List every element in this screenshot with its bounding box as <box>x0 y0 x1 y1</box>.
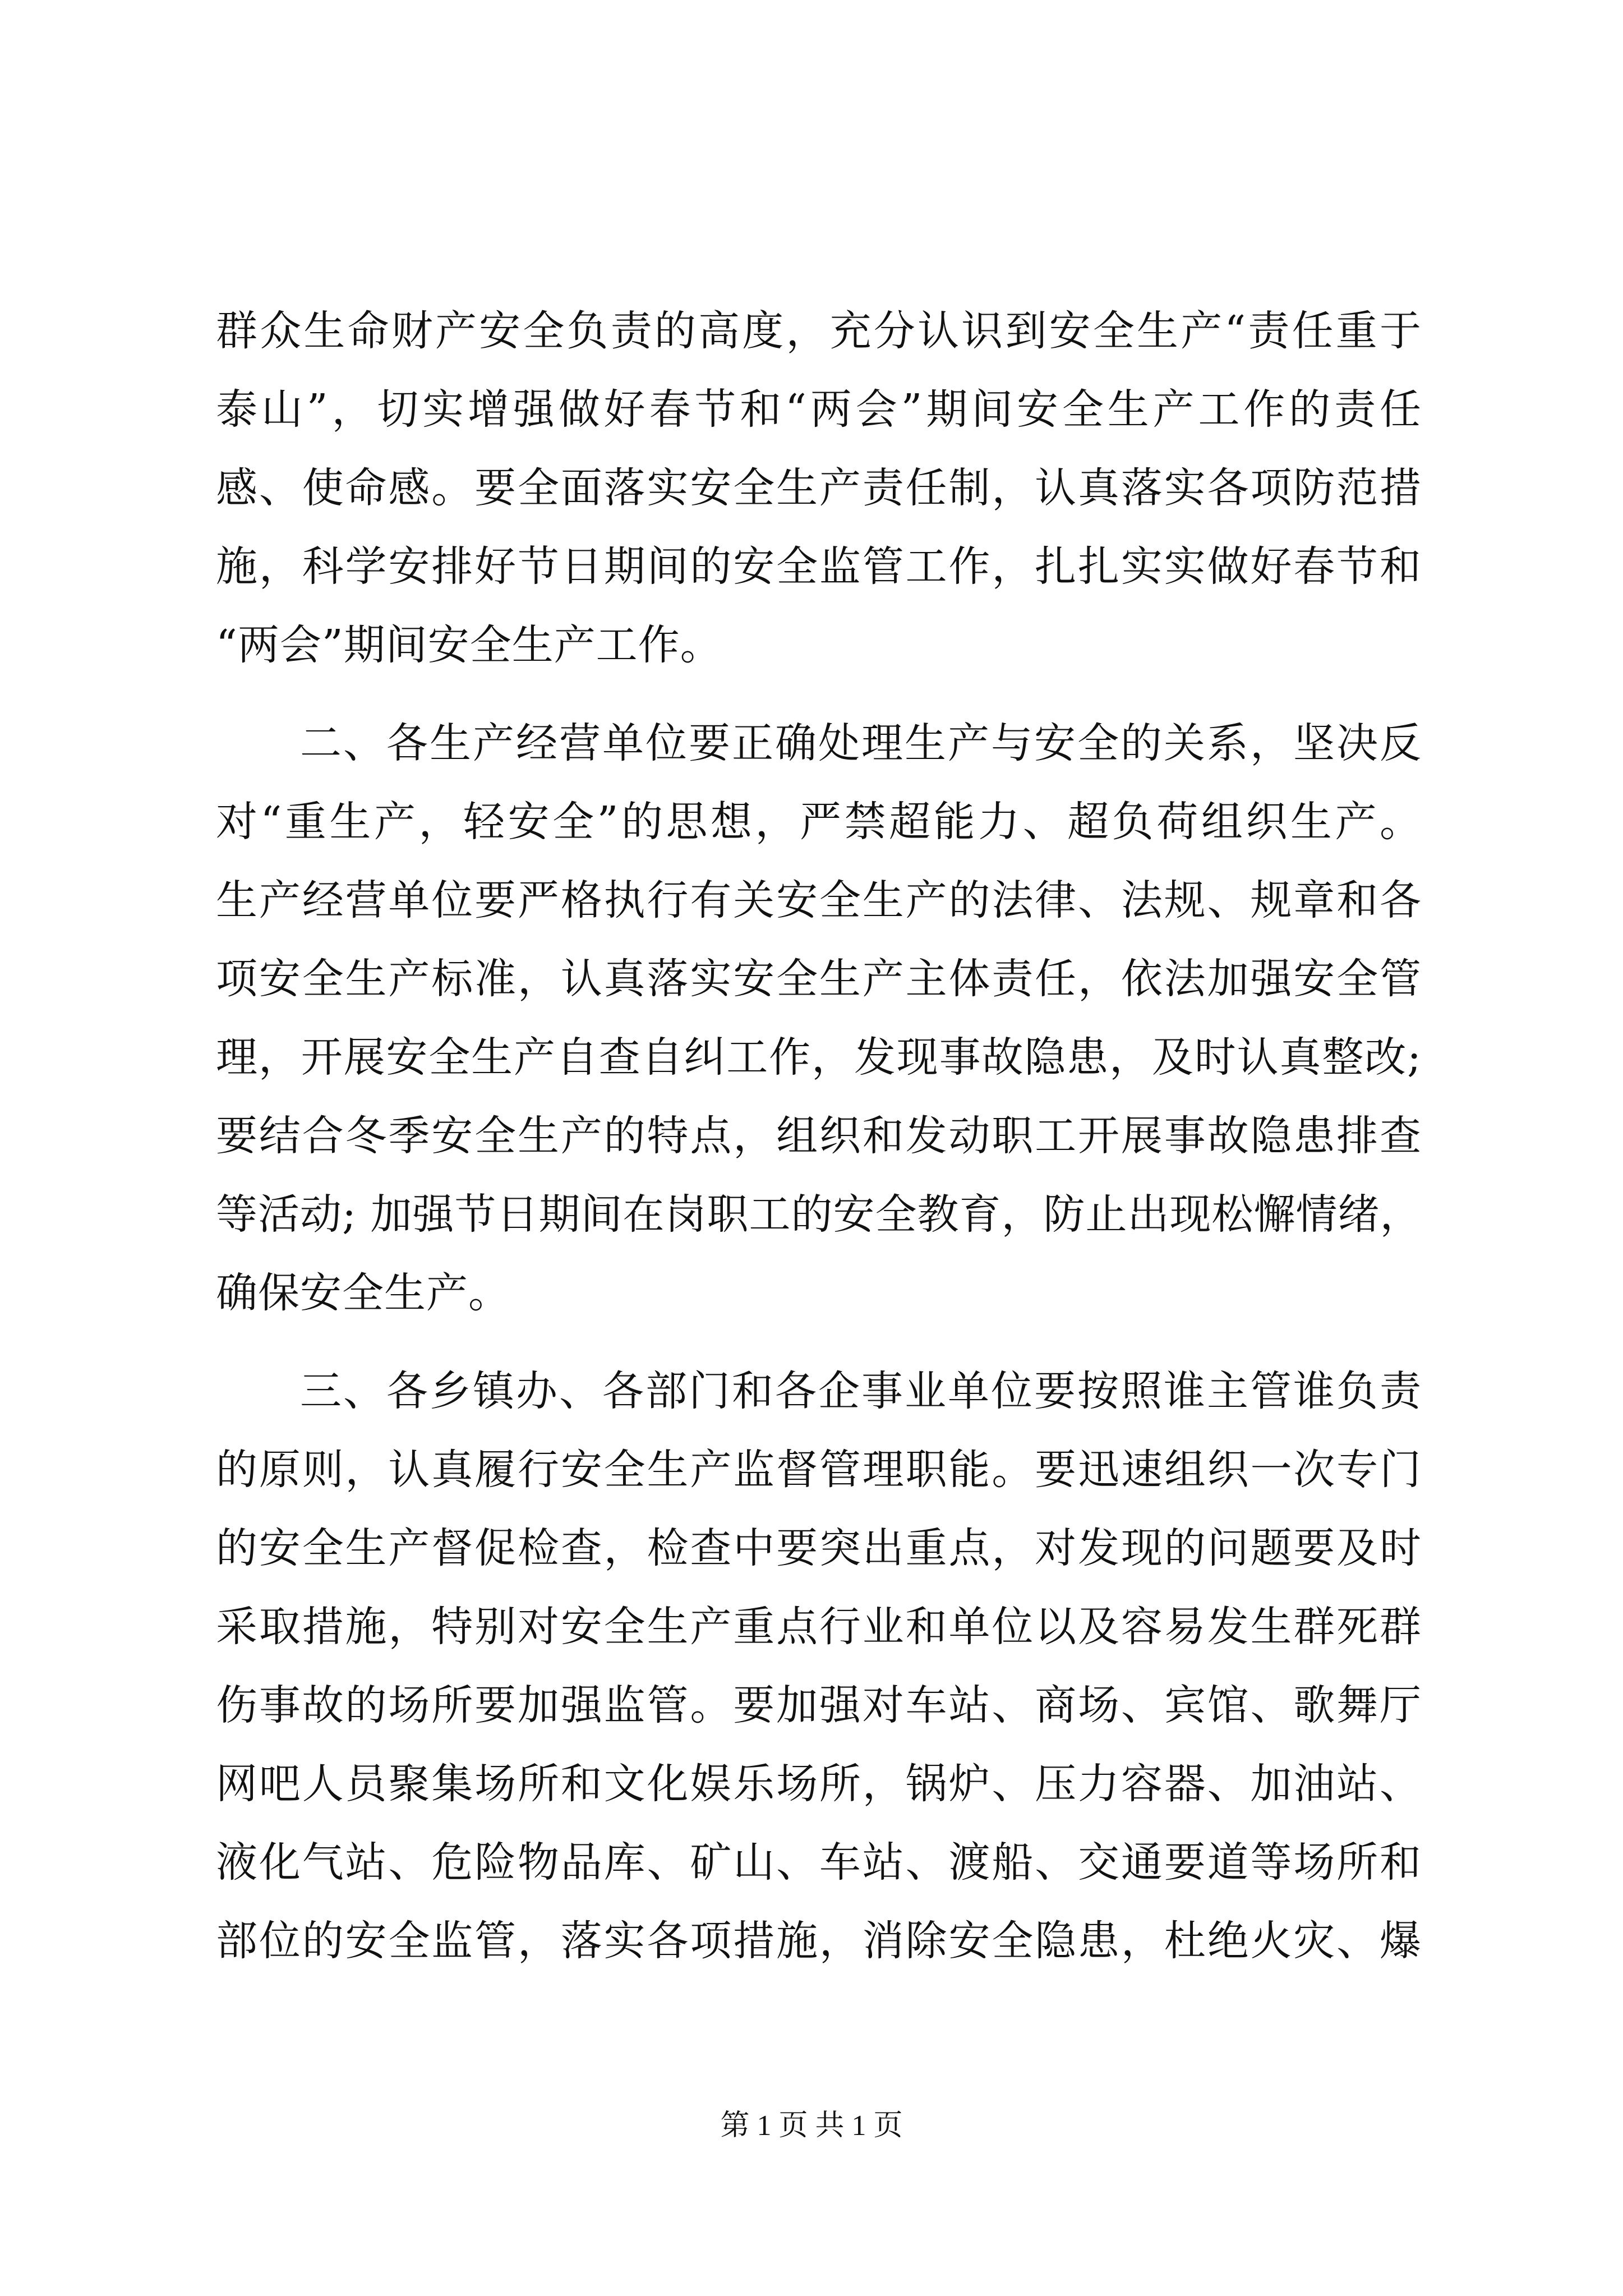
body-text-line: 对“重生产，轻安全”的思想，严禁超能力、超负荷组织生产。 <box>216 798 1422 846</box>
body-text-line: 网吧人员聚集场所和文化娱乐场所，锅炉、压力容器、加油站、 <box>216 1760 1422 1808</box>
body-text-line: 的安全生产督促检查，检查中要突出重点，对发现的问题要及时 <box>216 1524 1422 1572</box>
body-text-line: 液化气站、危险物品库、矿山、车站、渡船、交通要道等场所和 <box>216 1838 1422 1887</box>
body-text-line: 群众生命财产安全负责的高度，充分认识到安全生产“责任重于 <box>216 307 1422 355</box>
body-text-line: 部位的安全监管，落实各项措施，消除安全隐患，杜绝火灾、爆 <box>216 1917 1422 1965</box>
paragraph-first-line: 二、各生产经营单位要正确处理生产与安全的关系，坚决反 <box>300 719 1422 767</box>
body-text-line: 施，科学安排好节日期间的安全监管工作，扎扎实实做好春节和 <box>216 542 1422 591</box>
body-text-line: 泰山”，切实增强做好春节和“两会”期间安全生产工作的责任 <box>216 385 1422 434</box>
body-text-line: 项安全生产标准，认真落实安全生产主体责任，依法加强安全管 <box>216 955 1422 1003</box>
page-number-footer: 第 1 页 共 1 页 <box>720 2110 903 2142</box>
paragraph-first-line: 三、各乡镇办、各部门和各企事业单位要按照谁主管谁负责 <box>300 1367 1422 1415</box>
body-text-line: 感、使命感。要全面落实安全生产责任制，认真落实各项防范措 <box>216 464 1422 512</box>
body-text-line: 要结合冬季安全生产的特点，组织和发动职工开展事故隐患排查 <box>216 1112 1422 1160</box>
body-text-line: 的原则，认真履行安全生产监督管理职能。要迅速组织一次专门 <box>216 1446 1422 1494</box>
body-text-line: 等活动; 加强节日期间在岗职工的安全教育，防止出现松懈情绪， <box>216 1190 1422 1239</box>
body-text-line: 采取措施，特别对安全生产重点行业和单位以及容易发生群死群 <box>216 1603 1422 1651</box>
body-text-line: 生产经营单位要严格执行有关安全生产的法律、法规、规章和各 <box>216 876 1422 924</box>
body-text-line: 理，开展安全生产自查自纠工作，发现事故隐患，及时认真整改; <box>216 1033 1422 1082</box>
body-text-line: “两会”期间安全生产工作。 <box>216 621 722 669</box>
body-text-line: 确保安全生产。 <box>216 1269 510 1317</box>
body-text-line: 伤事故的场所要加强监管。要加强对车站、商场、宾馆、歌舞厅 <box>216 1681 1422 1729</box>
